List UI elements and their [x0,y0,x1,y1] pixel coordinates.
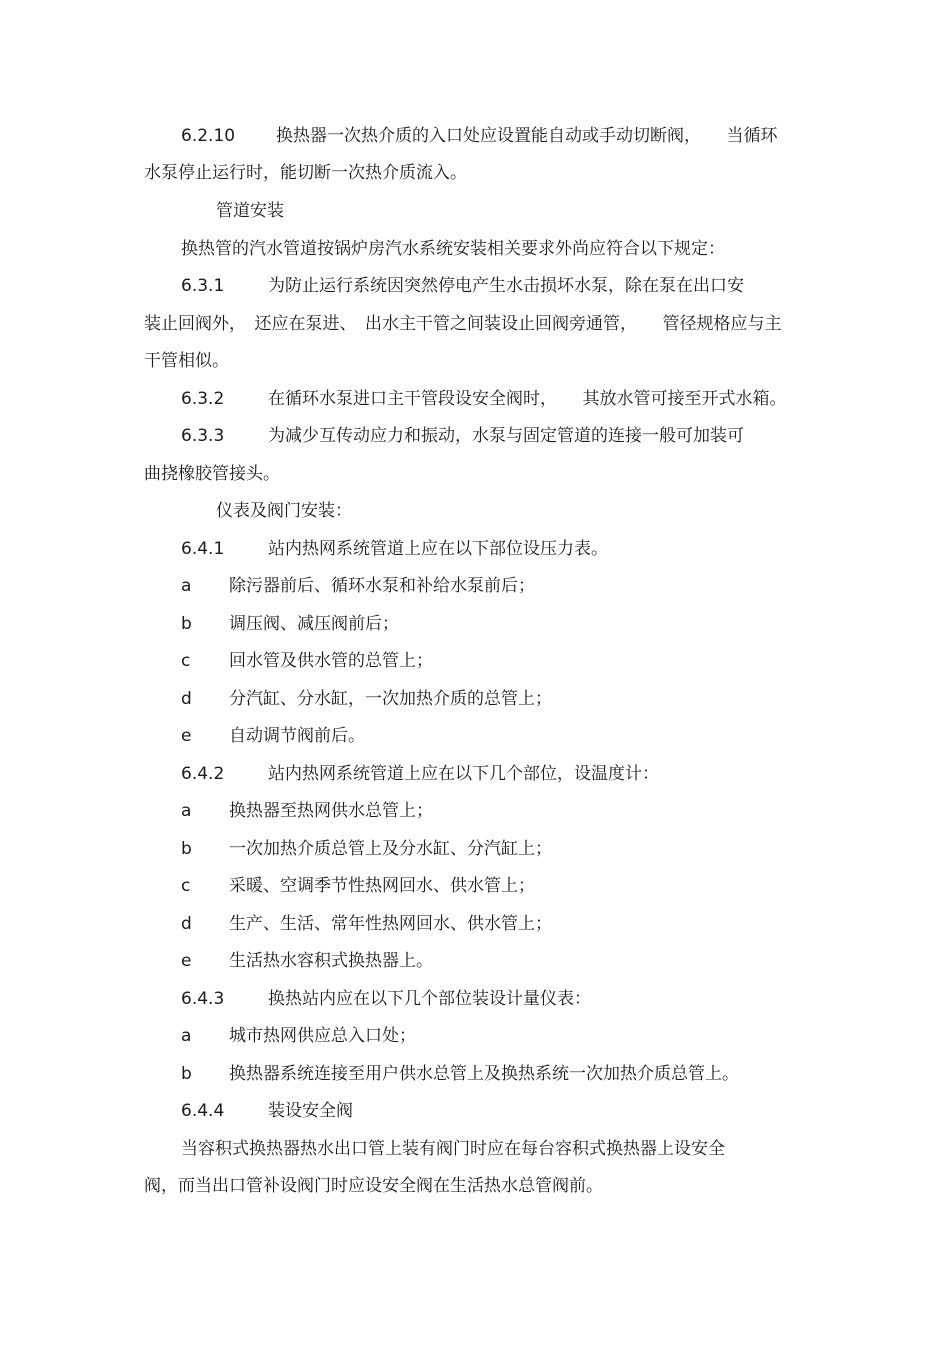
list-item: 生产、生活、常年性热网回水、供水管上； [229,914,552,934]
paragraph-line: 为减少互传动应力和振动，水泵与固定管道的连接一般可加装可 [268,426,744,446]
paragraph-line: 换热管的汽水管道按锅炉房汽水系统安装相关要求外尚应符合以下规定： [181,239,725,259]
list-marker: e [181,726,192,746]
paragraph-line: 站内热网系统管道上应在以下几个部位，设温度计： [268,764,659,784]
clause-number: 6.4.3 [181,989,225,1009]
list-item: 换热器至热网供水总管上； [229,801,433,821]
paragraph-line: 换热站内应在以下几个部位装设计量仪表： [268,989,591,1009]
list-item: 回水管及供水管的总管上； [229,651,433,671]
clause-number: 6.3.1 [181,276,225,296]
paragraph-line: 换热器一次热介质的入口处应设置能自动或手动切断阀， 当循环 [276,126,778,146]
clause-number: 6.4.2 [181,764,225,784]
list-marker: a [181,1026,192,1046]
list-item: 自动调节阀前后。 [229,726,365,746]
clause-number: 6.4.1 [181,539,225,559]
list-item: 换热器系统连接至用户供水总管上及换热系统一次加热介质总管上。 [229,1064,739,1084]
list-marker: a [181,801,192,821]
paragraph-line: 水泵停止运行时，能切断一次热介质流入。 [144,163,467,183]
paragraph-line: 曲挠橡胶管接头。 [144,464,280,484]
paragraph-line: 当容积式换热器热水出口管上装有阀门时应在每台容积式换热器上设安全 [181,1139,725,1159]
list-item: 城市热网供应总入口处； [229,1026,416,1046]
list-marker: a [181,576,192,596]
list-item: 采暖、空调季节性热网回水、供水管上； [229,876,535,896]
list-item: 除污器前后、循环水泵和补给水泵前后； [229,576,535,596]
paragraph-line: 干管相似。 [144,351,229,371]
clause-number: 6.3.2 [181,389,225,409]
paragraph-line: 为防止运行系统因突然停电产生水击损坏水泵，除在泵在出口安 [268,276,744,296]
section-heading: 仪表及阀门安装： [216,501,352,521]
list-item: 调压阀、减压阀前后； [229,614,399,634]
paragraph-line: 装止回阀外， 还应在泵进、 出水主干管之间装设止回阀旁通管， 管径规格应与主 [144,314,782,334]
paragraph-line: 站内热网系统管道上应在以下部位设压力表。 [268,539,608,559]
list-marker: c [181,651,191,671]
clause-number: 6.2.10 [181,126,236,146]
list-marker: d [181,689,192,709]
list-item: 一次加热介质总管上及分水缸、分汽缸上； [229,839,552,859]
list-item: 生活热水容积式换热器上。 [229,951,433,971]
clause-number: 6.4.4 [181,1101,225,1121]
section-heading: 管道安装 [216,201,284,221]
list-marker: d [181,914,192,934]
list-marker: b [181,839,192,859]
list-marker: b [181,614,192,634]
list-marker: c [181,876,191,896]
list-marker: b [181,1064,192,1084]
list-marker: e [181,951,192,971]
paragraph-line: 在循环水泵进口主干管段设安全阀时， 其放水管可接至开式水箱。 [268,389,787,409]
paragraph-line: 装设安全阀 [268,1101,353,1121]
clause-number: 6.3.3 [181,426,225,446]
list-item: 分汽缸、分水缸，一次加热介质的总管上； [229,689,552,709]
paragraph-line: 阀，而当出口管补设阀门时应设安全阀在生活热水总管阀前。 [144,1176,603,1196]
